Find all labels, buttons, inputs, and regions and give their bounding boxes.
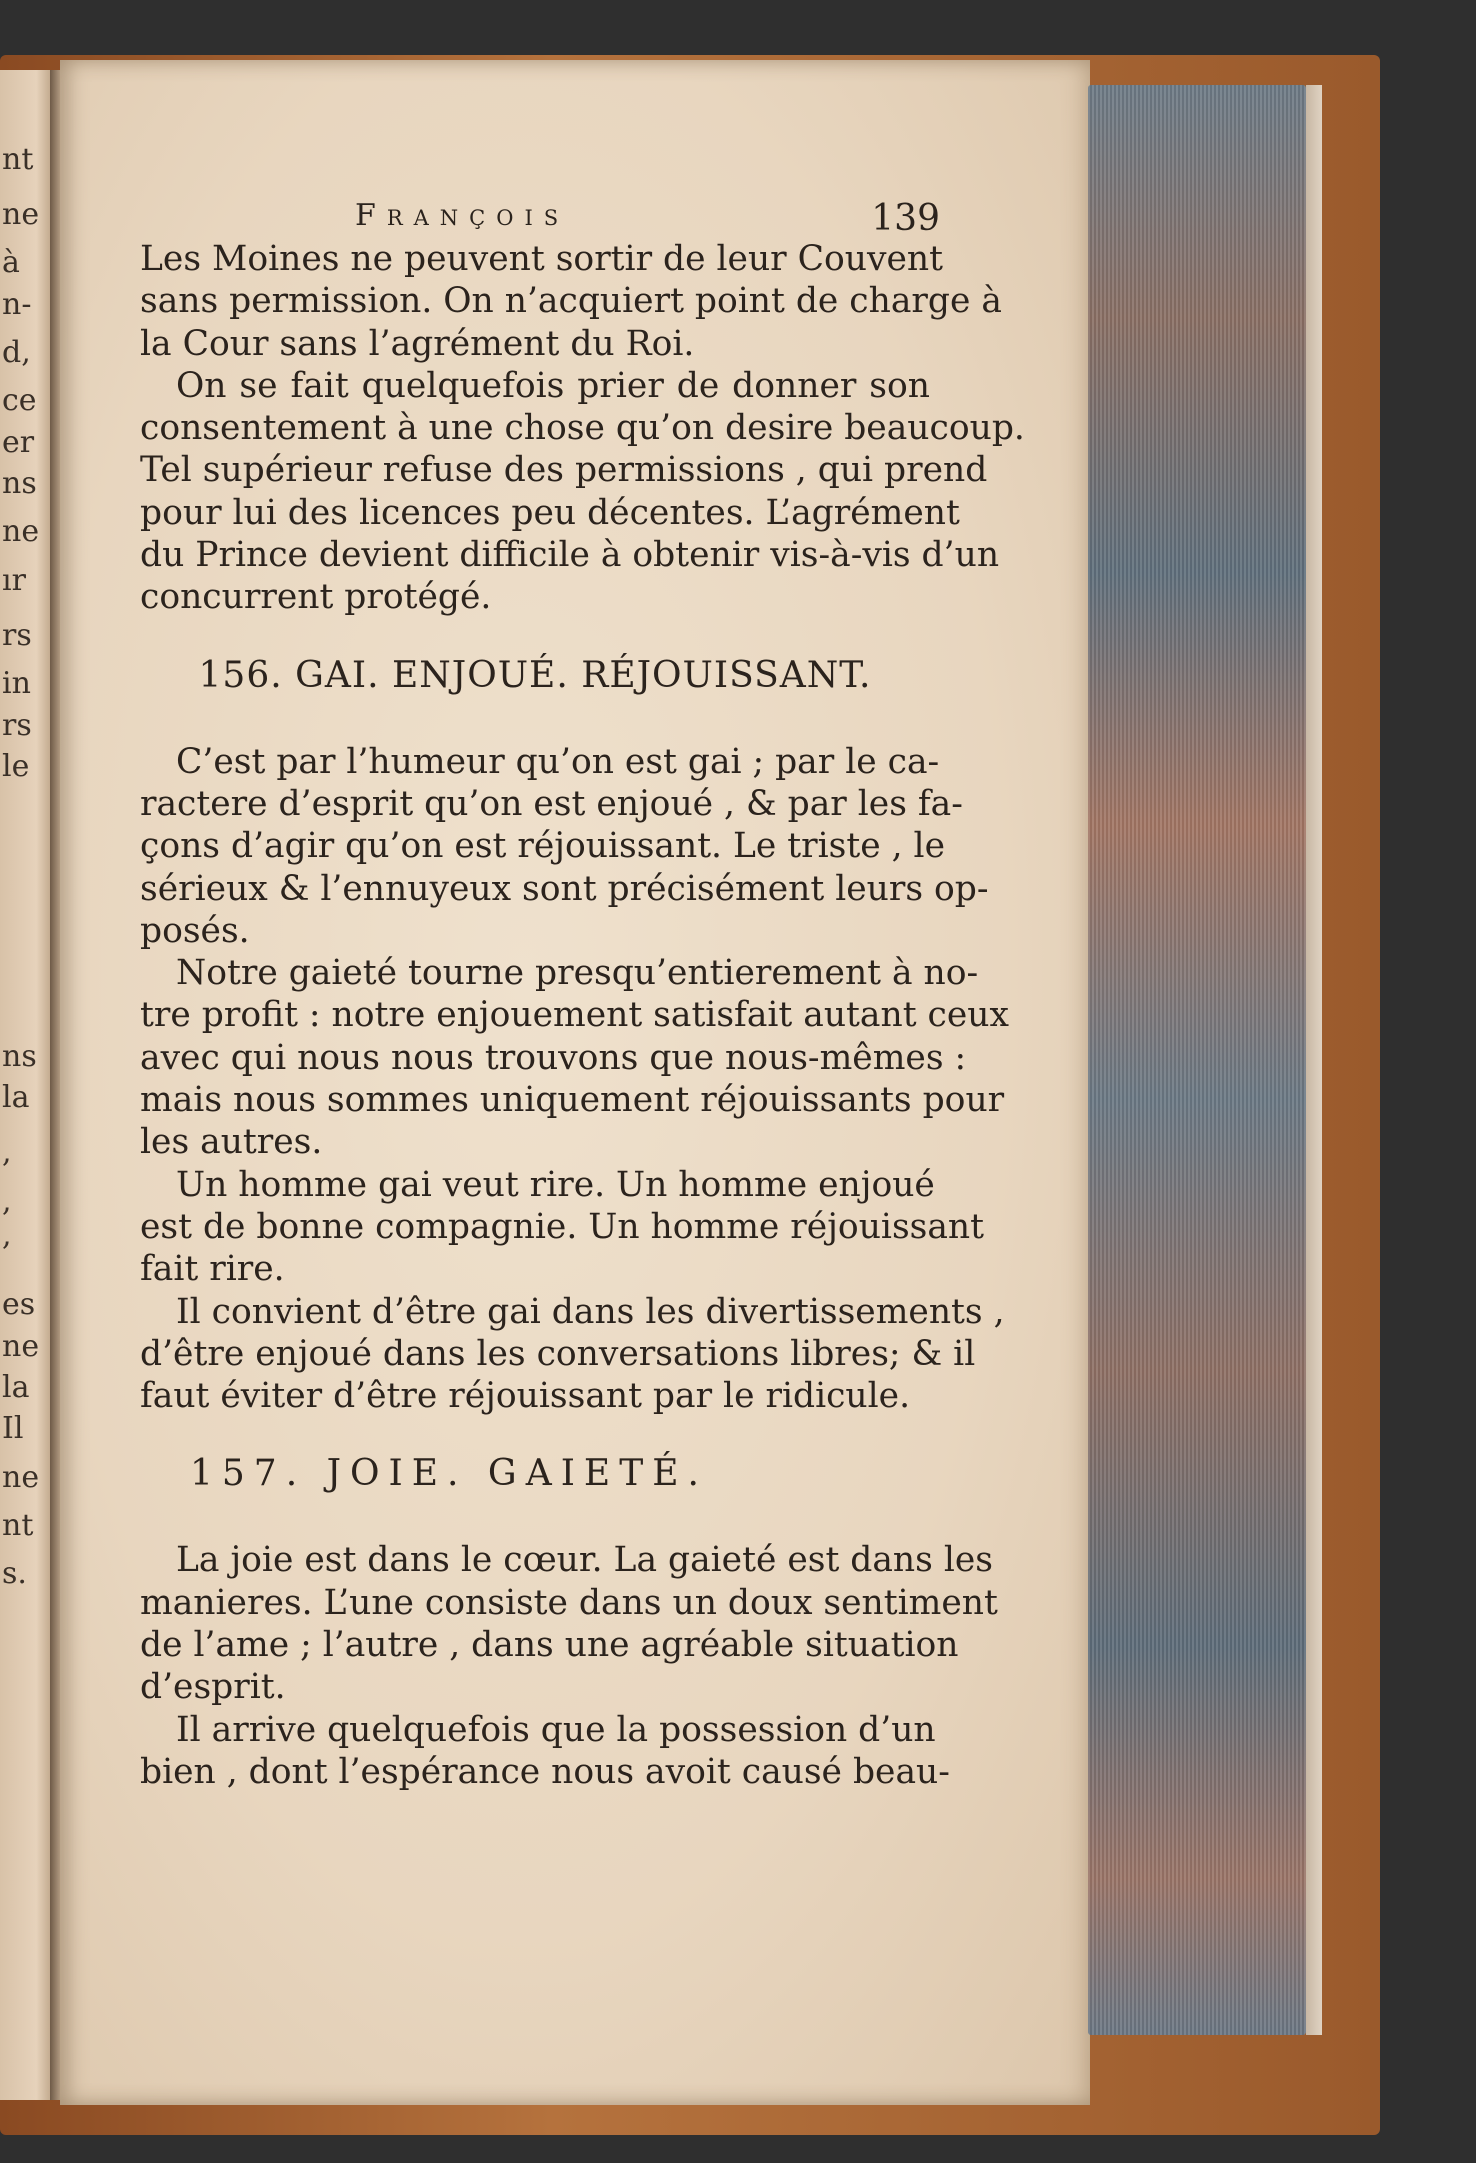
page-number: 139 — [871, 198, 940, 239]
text-line: consentement à une chose qu’on desire beaucoup. — [140, 408, 1025, 449]
left-page-fragment: nt — [2, 1508, 34, 1543]
text-line: d’être enjoué dans les conversations libres; & il — [140, 1333, 976, 1374]
text-line: mais nous sommes uniquement réjouissants pour — [140, 1080, 1005, 1121]
text-line: C’est par l’humeur qu’on est gai ; par le ca- — [176, 741, 940, 782]
left-page-fragment: n- — [2, 286, 32, 322]
left-page-fragment: la — [2, 1080, 30, 1116]
text-line: faut éviter d’être réjouissant par le ridicule. — [140, 1376, 911, 1417]
left-page-fragment: d, — [2, 335, 31, 370]
text-line: Tel supérieur refuse des permissions , qui prend — [140, 450, 988, 491]
text-line: çons d’agir qu’on est réjouissant. Le triste , le — [140, 826, 946, 867]
text-line: La joie est dans le cœur. La gaieté est dans les — [176, 1540, 993, 1581]
page-block-edges — [1088, 85, 1306, 2035]
page-text — [140, 238, 1025, 1793]
text-line: Les Moines ne peuvent sortir de leur Couvent — [140, 239, 944, 279]
text-line: Notre gaieté tourne presqu’entierement à no- — [176, 953, 979, 994]
text-line: du Prince devient difficile à obtenir vis-à-vis d’un — [140, 535, 1000, 576]
left-page-fragment: ce — [2, 383, 37, 419]
left-page-fragment: Il — [2, 1411, 24, 1447]
left-page-fragment: rs — [2, 707, 32, 743]
left-page-fragment: à — [2, 245, 20, 281]
running-head-title: François — [355, 198, 570, 233]
left-page-fragment: s. — [2, 1556, 27, 1592]
text-line: Il convient d’être gai dans les divertissements , — [176, 1291, 1005, 1332]
text-line: sans permission. On n’acquiert point de charge à — [140, 281, 1002, 322]
text-line: tre profit : notre enjouement satisfait autant ceux — [140, 995, 1009, 1036]
text-line: est de bonne compagnie. Un homme réjouissant — [140, 1206, 985, 1247]
text-line: ractere d’esprit qu’on est enjoué , & par les fa- — [140, 783, 963, 824]
left-page-fragment: es — [2, 1287, 36, 1323]
text-line: On se fait quelquefois prier de donner son — [176, 365, 930, 406]
text-line: pour lui des licences peu décentes. L’agrément — [140, 492, 960, 533]
left-page-fragment: er — [2, 424, 35, 460]
left-page-fragment: ns — [2, 466, 37, 502]
text-line: concurrent protégé. — [140, 577, 492, 618]
left-page-fragment: ne — [2, 1328, 40, 1364]
section-heading: 156. GAI. ENJOUÉ. RÉJOUISSANT. — [198, 654, 872, 696]
text-line: de l’ame ; l’autre , dans une agréable situation — [140, 1625, 959, 1666]
left-page-edge — [0, 70, 52, 2100]
left-page-fragment: le — [2, 749, 30, 784]
text-line: Il arrive quelquefois que la possession d’un — [176, 1709, 936, 1750]
left-page-fragment: ne — [2, 1459, 40, 1495]
text-line: avec qui nous nous trouvons que nous-mêmes : — [140, 1037, 967, 1078]
text-line: sérieux & l’ennuyeux sont précisément leurs op- — [140, 868, 989, 909]
text-line: Un homme gai veut rire. Un homme enjoué — [176, 1164, 935, 1205]
text-line: la Cour sans l’agrément du Roi. — [140, 323, 695, 364]
left-page-fragment: , — [2, 1218, 12, 1254]
left-page-fragment: la — [2, 1370, 30, 1405]
text-line: manieres. L’une consiste dans un doux sentiment — [140, 1582, 998, 1623]
text-line: fait rire. — [140, 1249, 285, 1290]
text-line: bien , dont l’espérance nous avoit causé beau- — [140, 1751, 950, 1792]
text-line: posés. — [140, 910, 250, 951]
left-page-fragment: nt — [2, 141, 34, 177]
left-page-fragment: rs — [2, 617, 32, 653]
running-head — [140, 198, 940, 242]
text-line: d’esprit. — [140, 1667, 286, 1708]
left-page-fragment: ır — [2, 562, 26, 598]
section-heading: 157. JOIE. GAIETÉ. — [190, 1453, 708, 1495]
left-page-fragment: ne — [2, 514, 40, 550]
left-page-fragment: ns — [2, 1038, 37, 1074]
left-page-fragment: ne — [2, 197, 40, 232]
left-page-fragment: , — [2, 1135, 12, 1171]
text-line: les autres. — [140, 1122, 323, 1163]
left-page-fragment: in — [2, 666, 31, 702]
left-page-fragment: , — [2, 1183, 12, 1219]
